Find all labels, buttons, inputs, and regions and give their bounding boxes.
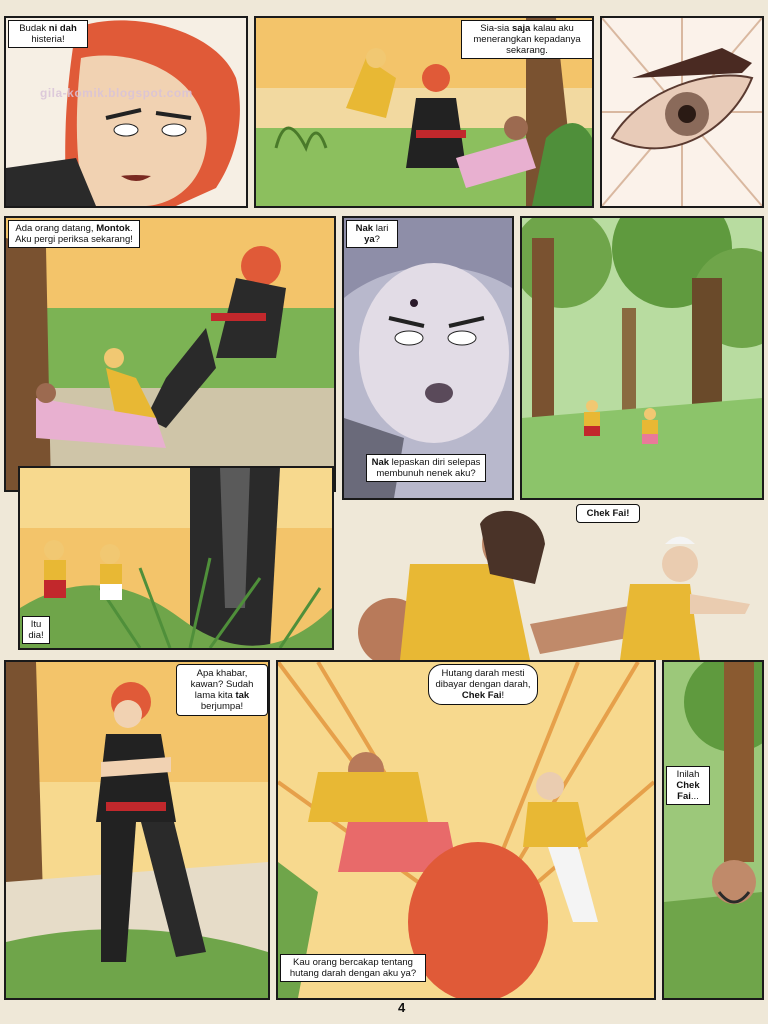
caption-text: . Aku pergi periksa sekarang! (15, 223, 133, 245)
panel-4-art (6, 218, 334, 490)
speech-text: ! (501, 690, 505, 701)
panel-11 (662, 660, 764, 1000)
caption-text: Kau orang bercakap tentang hutang darah dengan aku ya? (289, 957, 417, 979)
caption-bold: ni dah (48, 23, 77, 34)
caption-text: Itu dia! (28, 619, 44, 641)
panel-7 (18, 466, 334, 650)
panel-5-caption-bottom (366, 454, 486, 482)
panel-9-speech-bubble (176, 664, 268, 716)
caption-bold: Nak (371, 457, 390, 468)
caption-text: lari (373, 223, 389, 234)
panel-5-caption-top (346, 220, 398, 248)
panel-8 (340, 504, 764, 660)
panel-11-art (664, 662, 762, 998)
panel-3 (600, 16, 764, 208)
speech-bold: Chek Fai! (586, 508, 630, 519)
panel-9 (4, 660, 270, 1000)
caption-text: kalau aku menerangkan kepadanya sekarang. (473, 23, 581, 56)
panel-10-art (278, 662, 654, 998)
panel-1 (4, 16, 248, 208)
caption-text: ? (374, 234, 380, 245)
caption-text: ... (690, 791, 699, 802)
panel-10-caption (280, 954, 426, 982)
panel-10-speech-bubble (428, 664, 538, 705)
speech-text: Hutang darah mesti dibayar dengan darah, (435, 668, 531, 690)
speech-bold: Chek Fai (461, 690, 502, 701)
caption-bold: Chek Fai (676, 780, 700, 802)
panel-7-caption (22, 616, 50, 644)
speech-text: Apa khabar, kawan? Sudah lama kita (190, 668, 254, 701)
caption-bold: Montok (96, 223, 130, 234)
caption-bold: Nak (355, 223, 374, 234)
panel-2-caption (461, 20, 593, 59)
watermark: gila-komik.blogspot.com (40, 86, 193, 100)
caption-text: histeria! (31, 34, 65, 45)
panel-5 (342, 216, 514, 500)
caption-text: Sia-sia (480, 23, 512, 34)
caption-text: lepaskan diri selepas membunuh nenek aku? (376, 457, 481, 479)
speech-bold: tak (235, 690, 250, 701)
caption-bold: ya (364, 234, 375, 245)
panel-3-art (602, 18, 762, 206)
panel-6-art (522, 218, 762, 498)
caption-text: Ada orang datang, (15, 223, 97, 234)
panel-11-caption (666, 766, 710, 805)
panel-7-art (20, 468, 332, 648)
caption-text: Budak (19, 23, 49, 34)
caption-bold: saja (511, 23, 531, 34)
panel-10 (276, 660, 656, 1000)
panel-2 (254, 16, 594, 208)
panel-1-caption (8, 20, 88, 48)
caption-text: Inilah (676, 769, 700, 780)
page-number: 4 (398, 1000, 406, 1015)
panel-4 (4, 216, 336, 492)
speech-text: berjumpa! (200, 701, 244, 712)
panel-6 (520, 216, 764, 500)
panel-8-art (340, 504, 764, 660)
panel-8-speech-bubble (576, 504, 640, 523)
panel-4-caption (8, 220, 140, 248)
